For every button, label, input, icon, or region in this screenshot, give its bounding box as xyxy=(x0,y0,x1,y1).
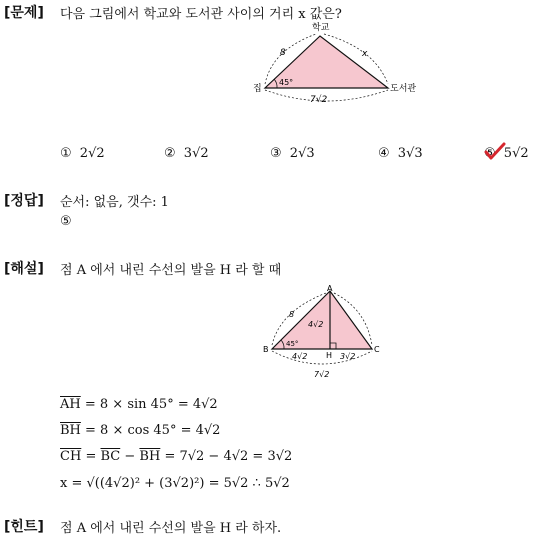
label-home: 집 xyxy=(253,84,262,94)
choice-4[interactable] xyxy=(378,146,423,161)
eq2-lhs: $\overline{BH}$ xyxy=(60,423,81,438)
answer-value: ⑤ xyxy=(60,214,72,229)
label-right-side: x xyxy=(362,49,368,59)
label-h: H xyxy=(326,351,333,360)
choice-5-number: ⑤ xyxy=(484,146,496,161)
label-bc: 7√2 xyxy=(314,370,330,379)
problem-figure xyxy=(250,18,417,108)
label-angle: 45° xyxy=(279,78,294,87)
label-c: C xyxy=(374,345,380,354)
label-ah: 4√2 xyxy=(308,320,324,329)
choice-3-value: 2√3 xyxy=(289,146,315,161)
arc-bc xyxy=(272,351,372,364)
choice-2[interactable] xyxy=(164,146,209,161)
explanation-intro: 점 A 에서 내린 수선의 발을 H 라 할 때 xyxy=(60,263,282,278)
eq3-lhs: $\overline{CH}$ xyxy=(60,449,82,464)
label-school: 학교 xyxy=(312,23,330,33)
label-library: 도서관 xyxy=(390,84,417,94)
label-a: A xyxy=(327,284,333,293)
choice-4-number: ④ xyxy=(378,146,390,161)
choice-2-value: 3√2 xyxy=(183,146,209,161)
eq1-rhs: = 8 × sin 45° = 4√2 xyxy=(84,397,218,412)
eq2-rhs: = 8 × cos 45° = 4√2 xyxy=(85,423,221,438)
label-angle-b: 45° xyxy=(286,340,299,348)
label-bh: 4√2 xyxy=(292,352,308,361)
equation-ch: $\overline{CH} = \overline{BC} - \overline{BH} = 7√2 - 4√2 = 3√2$ xyxy=(60,449,293,464)
label-b: B xyxy=(263,345,269,354)
choice-5-value: 5√2 xyxy=(503,146,529,161)
choice-2-number: ② xyxy=(164,146,176,161)
label-left-side: 8 xyxy=(280,48,286,58)
answer-line: 순서: 없음, 갯수: 1 xyxy=(60,195,169,210)
choice-1[interactable] xyxy=(60,146,105,161)
choice-3-number: ③ xyxy=(270,146,282,161)
choice-3[interactable] xyxy=(270,146,315,161)
answer-tag: [정답] xyxy=(4,193,44,209)
problem-question: 다음 그림에서 학교와 도서관 사이의 거리 x 값은? xyxy=(60,7,342,22)
equation-ah xyxy=(60,397,218,412)
eq3-rhs: = 7√2 − 4√2 = 3√2 xyxy=(164,449,293,464)
problem-tag: [문제] xyxy=(4,5,44,21)
choice-1-value: 2√2 xyxy=(79,146,105,161)
equation-bh xyxy=(60,423,220,438)
eq1-lhs: $\overline{AH}$ xyxy=(60,397,81,412)
checkmark-icon xyxy=(484,142,506,162)
choice-4-value: 3√3 xyxy=(397,146,423,161)
eq3-mid1: $\overline{BC}$ xyxy=(100,449,121,464)
explanation-figure xyxy=(262,285,387,383)
hint-text: 점 A 에서 내린 수선의 발을 H 라 하자. xyxy=(60,521,282,536)
eq3-mid2: $\overline{BH}$ xyxy=(139,449,161,464)
choice-1-number: ① xyxy=(60,146,72,161)
label-hc: 3√2 xyxy=(340,352,356,361)
explanation-tag: [해설] xyxy=(4,261,44,277)
equation-x: x = √((4√2)² + (3√2)²) = 5√2 ∴ 5√2 xyxy=(60,476,290,491)
label-base: 7√2 xyxy=(310,95,328,105)
hint-tag: [힌트] xyxy=(4,519,44,535)
label-ab: 8 xyxy=(289,310,295,319)
